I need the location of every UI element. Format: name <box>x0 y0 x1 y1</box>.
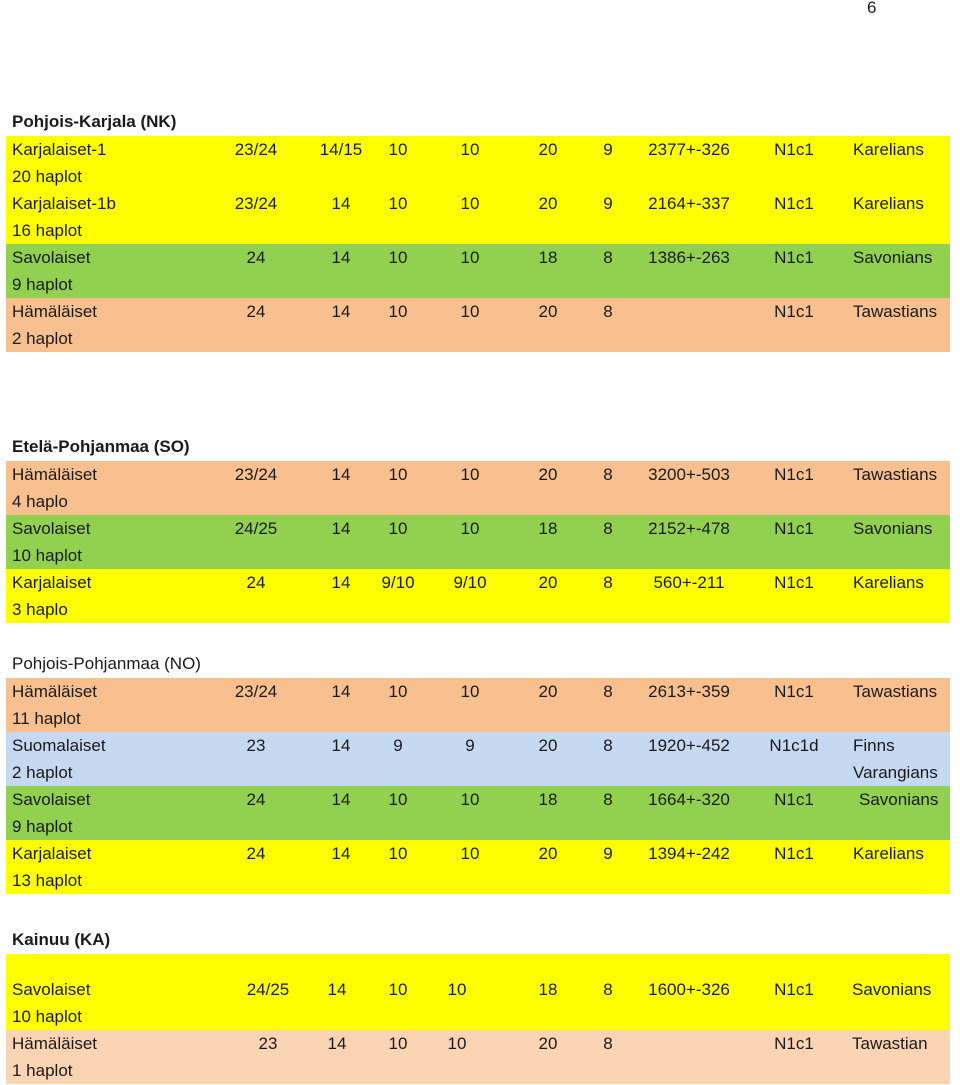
cell-group-label: Savonians <box>859 790 939 809</box>
haplotype-count: 10 haplot <box>12 1007 82 1026</box>
cell-col-6: 9 <box>603 194 613 213</box>
section-title-pohjois-karjala: Pohjois-Karjala (NK) <box>12 112 177 131</box>
population-name: Karjalaiset-1 <box>12 140 107 159</box>
cell-col-1: 24 <box>246 790 266 809</box>
cell-col-1: 24/25 <box>246 980 290 999</box>
cell-col-6: 8 <box>603 1034 613 1053</box>
cell-haplogroup: N1c1 <box>774 302 814 321</box>
cell-col-1: 23/24 <box>234 465 278 484</box>
table-row <box>6 678 950 732</box>
cell-col-1: 24 <box>246 844 266 863</box>
cell-haplogroup: N1c1 <box>774 465 814 484</box>
cell-group-label: Tawastians <box>853 465 938 484</box>
cell-col-4: 10 <box>460 302 480 321</box>
cell-col-4: 10 <box>447 1034 467 1053</box>
cell-col-1: 23/24 <box>234 140 278 159</box>
cell-group-label: Savonians <box>853 248 933 267</box>
cell-col-2: 14 <box>331 248 351 267</box>
cell-col-3: 10 <box>388 465 408 484</box>
haplotype-count: 20 haplot <box>12 167 82 186</box>
population-name: Savolaiset <box>12 519 91 538</box>
cell-age: 1600+-326 <box>648 980 730 999</box>
cell-group-label: Karelians <box>853 573 924 592</box>
population-name: Savolaiset <box>12 980 91 999</box>
cell-group-label: Savonians <box>853 519 933 538</box>
cell-col-2: 14 <box>331 302 351 321</box>
cell-col-2: 14/15 <box>319 140 363 159</box>
haplotype-count: 2 haplot <box>12 329 73 348</box>
cell-col-3: 10 <box>388 1034 408 1053</box>
cell-group-label: Savonians <box>852 980 932 999</box>
population-name: Suomalaiset <box>12 736 106 755</box>
cell-col-6: 8 <box>603 736 613 755</box>
cell-col-5: 18 <box>538 519 558 538</box>
population-name: Hämäläiset <box>12 302 98 321</box>
cell-col-2: 14 <box>331 573 351 592</box>
cell-col-5: 20 <box>538 194 558 213</box>
cell-age: 560+-211 <box>653 573 725 592</box>
cell-col-3: 10 <box>388 519 408 538</box>
haplotype-count: 3 haplo <box>12 600 68 619</box>
cell-group-label: Finns <box>853 736 895 755</box>
cell-col-3: 10 <box>388 844 408 863</box>
cell-col-1: 24 <box>246 248 266 267</box>
cell-col-5: 18 <box>538 790 558 809</box>
cell-age: 2164+-337 <box>648 194 730 213</box>
cell-col-3: 9/10 <box>381 573 415 592</box>
cell-col-5: 20 <box>538 682 558 701</box>
cell-col-4: 10 <box>460 248 480 267</box>
haplotype-count: 10 haplot <box>12 546 82 565</box>
cell-col-4: 10 <box>460 194 480 213</box>
haplotype-count: 13 haplot <box>12 871 82 890</box>
cell-age: 2377+-326 <box>648 140 730 159</box>
cell-col-4: 10 <box>460 465 480 484</box>
cell-col-1: 24/25 <box>234 519 278 538</box>
cell-col-1: 23 <box>258 1034 278 1053</box>
table-row <box>6 954 950 1030</box>
cell-haplogroup: N1c1 <box>774 519 814 538</box>
haplotype-count: 4 haplo <box>12 492 68 511</box>
cell-col-1: 24 <box>246 573 266 592</box>
cell-col-6: 8 <box>603 980 613 999</box>
population-name: Hämäläiset <box>12 1034 98 1053</box>
cell-age: 2152+-478 <box>648 519 730 538</box>
haplotype-count: 9 haplot <box>12 817 73 836</box>
cell-col-1: 23/24 <box>234 194 278 213</box>
cell-col-5: 20 <box>538 1034 558 1053</box>
cell-col-3: 10 <box>388 140 408 159</box>
cell-col-5: 20 <box>538 465 558 484</box>
cell-col-6: 8 <box>603 519 613 538</box>
cell-group-label: Tawastian <box>852 1034 928 1053</box>
cell-col-5: 20 <box>538 140 558 159</box>
cell-col-2: 14 <box>331 736 351 755</box>
table-row <box>6 840 950 894</box>
population-name: Karjalaiset <box>12 844 92 863</box>
cell-col-4: 10 <box>460 519 480 538</box>
population-name: Karjalaiset-1b <box>12 194 116 213</box>
haplotype-count: 11 haplot <box>12 709 81 728</box>
cell-col-4: 9/10 <box>453 573 487 592</box>
cell-col-2: 14 <box>331 682 351 701</box>
cell-col-5: 18 <box>538 248 558 267</box>
table-row <box>6 298 950 352</box>
cell-haplogroup: N1c1 <box>774 844 814 863</box>
cell-col-2: 14 <box>331 519 351 538</box>
haplotype-count: 9 haplot <box>12 275 73 294</box>
cell-haplogroup: N1c1 <box>774 140 814 159</box>
table-row <box>6 136 950 190</box>
cell-col-2: 14 <box>331 844 351 863</box>
cell-col-1: 23/24 <box>234 682 278 701</box>
cell-haplogroup: N1c1 <box>774 682 814 701</box>
cell-col-1: 24 <box>246 302 266 321</box>
cell-group-label: Tawastians <box>853 682 938 701</box>
cell-haplogroup: N1c1 <box>774 1034 814 1053</box>
cell-group-label: Karelians <box>853 194 924 213</box>
table-row <box>6 461 950 515</box>
cell-col-6: 9 <box>603 140 613 159</box>
cell-haplogroup: N1c1 <box>774 790 814 809</box>
cell-col-6: 8 <box>603 790 613 809</box>
cell-col-4: 10 <box>460 844 480 863</box>
cell-col-3: 10 <box>388 302 408 321</box>
cell-group-label-extra: Varangians <box>853 763 938 782</box>
cell-col-5: 20 <box>538 736 558 755</box>
cell-group-label: Karelians <box>853 140 924 159</box>
cell-col-1: 23 <box>246 736 266 755</box>
cell-haplogroup: N1c1 <box>774 248 814 267</box>
population-name: Hämäläiset <box>12 465 98 484</box>
cell-col-2: 14 <box>331 790 351 809</box>
cell-col-3: 10 <box>388 980 408 999</box>
table-row <box>6 244 950 298</box>
cell-col-2: 14 <box>327 1034 347 1053</box>
population-name: Savolaiset <box>12 248 91 267</box>
cell-col-2: 14 <box>327 980 347 999</box>
cell-col-4: 10 <box>460 140 480 159</box>
cell-col-3: 9 <box>393 736 403 755</box>
cell-haplogroup: N1c1 <box>774 980 814 999</box>
cell-group-label: Karelians <box>853 844 924 863</box>
cell-col-6: 8 <box>603 465 613 484</box>
cell-col-5: 20 <box>538 844 558 863</box>
cell-col-6: 8 <box>603 682 613 701</box>
haplotype-count: 1 haplot <box>12 1061 73 1080</box>
cell-col-3: 10 <box>388 682 408 701</box>
cell-age: 1394+-242 <box>648 844 730 863</box>
table-row <box>6 732 950 786</box>
cell-col-4: 9 <box>465 736 475 755</box>
section-title-pohjois-pohjanmaa: Pohjois-Pohjanmaa (NO) <box>12 654 201 673</box>
cell-col-2: 14 <box>331 194 351 213</box>
cell-col-2: 14 <box>331 465 351 484</box>
table-row <box>6 786 950 840</box>
cell-col-4: 10 <box>460 682 480 701</box>
cell-col-3: 10 <box>388 194 408 213</box>
population-name: Savolaiset <box>12 790 91 809</box>
cell-col-4: 10 <box>447 980 467 999</box>
cell-age: 1386+-263 <box>648 248 730 267</box>
population-name: Karjalaiset <box>12 573 92 592</box>
cell-col-6: 8 <box>603 573 613 592</box>
cell-col-3: 10 <box>388 790 408 809</box>
table-row <box>6 569 950 623</box>
cell-group-label: Tawastians <box>853 302 938 321</box>
cell-haplogroup: N1c1 <box>774 194 814 213</box>
cell-age: 1664+-320 <box>648 790 730 809</box>
table-row <box>6 1030 950 1084</box>
haplotype-count: 2 haplot <box>12 763 73 782</box>
cell-col-3: 10 <box>388 248 408 267</box>
cell-col-6: 8 <box>603 248 613 267</box>
cell-col-4: 10 <box>460 790 480 809</box>
cell-age: 3200+-503 <box>648 465 730 484</box>
cell-col-5: 20 <box>538 302 558 321</box>
page-number: 6 <box>867 0 877 17</box>
population-name: Hämäläiset <box>12 682 98 701</box>
cell-col-6: 8 <box>603 302 613 321</box>
cell-col-5: 20 <box>538 573 558 592</box>
cell-age: 1920+-452 <box>648 736 730 755</box>
haplotype-count: 16 haplot <box>12 221 82 240</box>
cell-haplogroup: N1c1d <box>769 736 819 755</box>
cell-col-6: 9 <box>603 844 613 863</box>
cell-haplogroup: N1c1 <box>774 573 814 592</box>
cell-col-5: 18 <box>538 980 558 999</box>
cell-age: 2613+-359 <box>648 682 730 701</box>
table-row <box>6 190 950 244</box>
section-title-kainuu: Kainuu (KA) <box>12 930 111 949</box>
section-title-etela-pohjanmaa: Etelä-Pohjanmaa (SO) <box>12 437 190 456</box>
table-row <box>6 515 950 569</box>
